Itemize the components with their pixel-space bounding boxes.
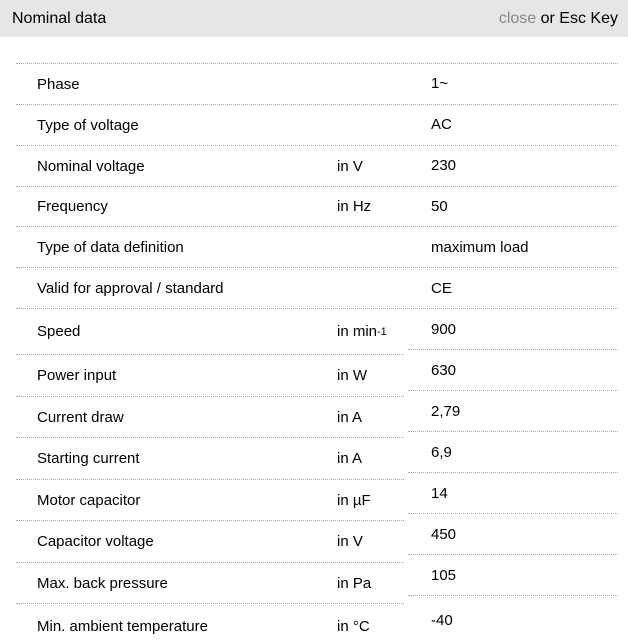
row-label: Type of voltage bbox=[37, 116, 139, 134]
row-value: 230 bbox=[431, 157, 457, 174]
row-label: Capacitor voltage bbox=[37, 533, 154, 550]
row-label: Max. back pressure bbox=[37, 574, 168, 592]
table-row bbox=[16, 396, 404, 437]
row-label: Type of data definition bbox=[37, 238, 184, 256]
close-esc-hint: or Esc Key bbox=[536, 9, 618, 27]
row-value: 105 bbox=[408, 555, 618, 596]
table-row bbox=[16, 520, 404, 562]
row-label: Speed bbox=[37, 323, 81, 340]
row-label: Motor capacitor bbox=[37, 491, 141, 509]
row-unit: in min -1 bbox=[337, 323, 387, 340]
row-value: 630 bbox=[408, 350, 618, 391]
table-row bbox=[16, 354, 404, 396]
row-value: AC bbox=[431, 116, 452, 133]
row-label: Frequency bbox=[37, 198, 108, 215]
row-unit: in µF bbox=[337, 491, 371, 509]
row-label: Nominal voltage bbox=[37, 157, 145, 175]
row-label: Valid for approval / standard bbox=[37, 279, 224, 297]
dialog-title: Nominal data bbox=[12, 9, 107, 27]
row-unit: in Pa bbox=[337, 574, 372, 592]
row-label: Phase bbox=[37, 75, 80, 93]
table-row bbox=[16, 437, 404, 479]
row-value: 1~ bbox=[431, 75, 449, 92]
row-label: Current draw bbox=[37, 408, 124, 426]
table-row bbox=[16, 562, 404, 603]
row-unit: in W bbox=[337, 367, 367, 384]
row-value: 50 bbox=[431, 198, 448, 215]
row-unit: in V bbox=[337, 157, 363, 175]
row-value: 2,79 bbox=[408, 391, 618, 432]
row-value: 6,9 bbox=[408, 432, 618, 473]
row-unit: in A bbox=[337, 450, 363, 467]
row-label: Min. ambient temperature bbox=[37, 617, 208, 635]
row-unit: in Hz bbox=[337, 198, 372, 215]
close-link[interactable]: close bbox=[498, 9, 537, 27]
row-unit: in A bbox=[337, 408, 363, 426]
row-label: Starting current bbox=[37, 450, 140, 467]
table-row bbox=[16, 603, 404, 644]
table-row bbox=[16, 479, 404, 520]
row-value: maximum load bbox=[431, 239, 529, 256]
row-unit: in °C bbox=[337, 617, 370, 635]
row-value: CE bbox=[431, 280, 452, 297]
row-label: Power input bbox=[37, 367, 117, 384]
row-value: 900 bbox=[408, 309, 618, 350]
row-value: 450 bbox=[408, 514, 618, 555]
row-value: 14 bbox=[408, 473, 618, 514]
row-value: -40 bbox=[431, 611, 453, 629]
row-unit: in V bbox=[337, 533, 363, 550]
